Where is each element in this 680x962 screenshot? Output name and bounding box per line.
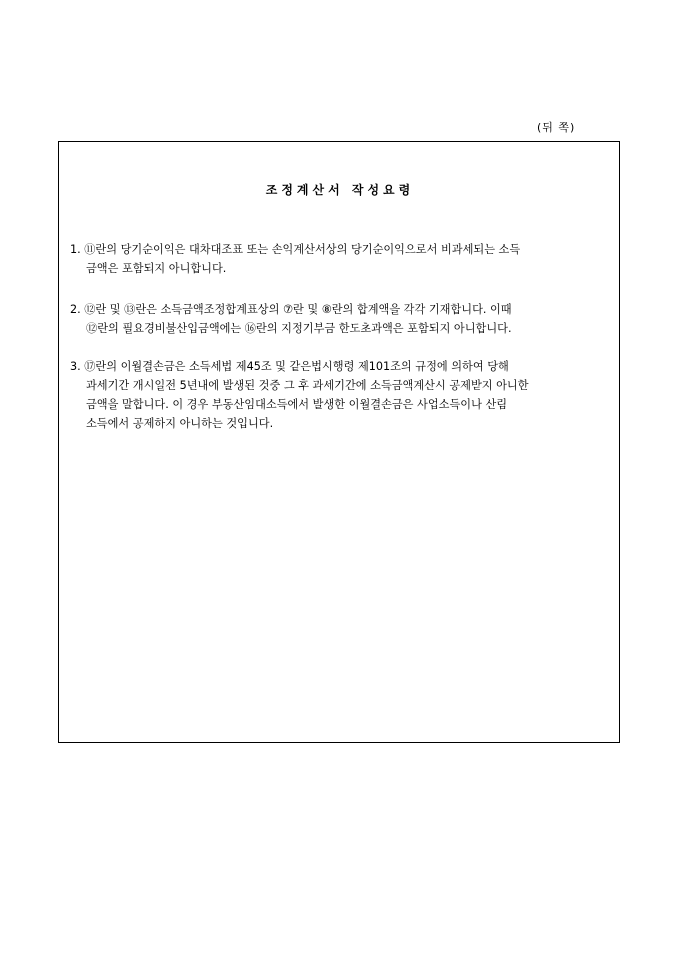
instruction-item-3 xyxy=(70,357,615,433)
page-side-label: (뒤 쪽) xyxy=(537,121,576,134)
instruction-item-3-line-1: 3. ⑰란의 이월결손금은 소득세법 제45조 및 같은법시행령 제101조의 규정에 의하여 당해 xyxy=(70,360,509,373)
instruction-item-2-line-1: 2. ⑫란 및 ⑬란은 소득금액조정합계표상의 ⑦란 및 ⑧란의 합계액을 각각 기재합니다. 이때 xyxy=(70,303,512,316)
instruction-item-1-line-2: 금액은 포함되지 아니합니다. xyxy=(86,262,227,275)
document-title: 조정계산서 작성요령 xyxy=(265,183,415,197)
instruction-item-1-line-1: 1. ⑪란의 당기순이익은 대차대조표 또는 손익계산서상의 당기순이익으로서 비과세되는 소득 xyxy=(70,243,521,256)
instructions-box xyxy=(58,141,620,743)
instruction-item-1 xyxy=(70,240,615,278)
instruction-item-2 xyxy=(70,300,615,338)
instruction-item-3-line-4: 소득에서 공제하지 아니하는 것입니다. xyxy=(86,417,274,430)
instruction-item-3-line-2: 과세기간 개시일전 5년내에 발생된 것중 그 후 과세기간에 소득금액계산시 공제받지 아니한 xyxy=(86,379,529,392)
instruction-item-2-line-2: ⑫란의 필요경비불산입금액에는 ⑯란의 지정기부금 한도초과액은 포함되지 아니합니다. xyxy=(86,322,512,335)
instruction-item-3-line-3: 금액을 말합니다. 이 경우 부동산임대소득에서 발생한 이월결손금은 사업소득이나 산림 xyxy=(86,398,508,411)
